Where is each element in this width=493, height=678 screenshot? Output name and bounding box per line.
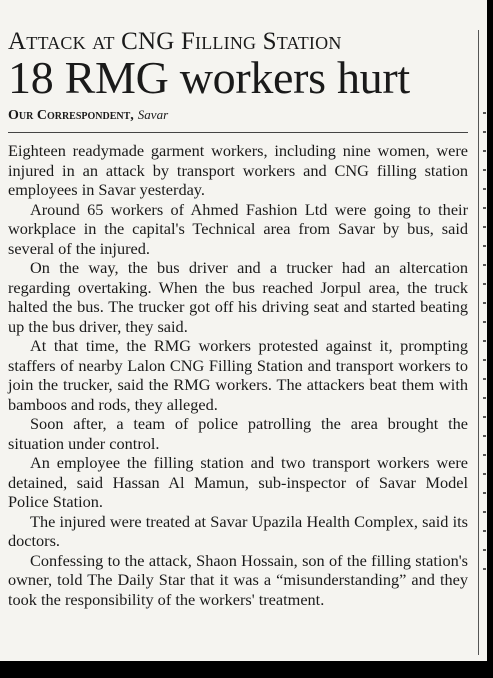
column-divider <box>478 30 479 655</box>
article-headline: 18 RMG workers hurt <box>8 52 410 103</box>
byline-author: Our Correspondent, <box>8 108 134 123</box>
adjacent-column-fragment <box>483 112 487 587</box>
article-paragraph: Confessing to the attack, Shaon Hossain, son of the filling station's owner, told The Daily Star that it was a “misunderstanding” and they took the responsibility of the workers' treatment. <box>8 550 468 609</box>
article-paragraph: At that time, the RMG workers protested against it, prompting staffers of nearby Lalon CNG Filling Station and transport workers to join the trucker, said the RMG workers. The attackers beat them with bamboos and rods, they alleged. <box>8 336 468 414</box>
article-paragraph: The injured were treated at Savar Upazila Health Complex, said its doctors. <box>8 511 468 550</box>
article-paragraph: Eighteen readymade garment workers, including nine women, were injured in an attack by transport workers and CNG filling station employees in Savar yesterday. <box>8 141 468 199</box>
byline-location: Savar <box>137 107 169 122</box>
byline-divider <box>8 132 468 133</box>
article-byline <box>8 106 468 125</box>
article-paragraph: On the way, the bus driver and a trucker had an altercation regarding overtaking. When the bus reached Jorpul area, the truck halted the bus. The trucker got off his driving seat and started beating up the bus driver, they said. <box>8 258 468 336</box>
article-body <box>8 141 468 609</box>
article-paragraph: Around 65 workers of Ahmed Fashion Ltd were going to their workplace in the capital's Technical area from Savar by bus, said several of the injured. <box>8 199 468 258</box>
news-article <box>8 28 468 609</box>
article-paragraph: An employee the filling station and two transport workers were detained, said Hassan Al Mamun, sub-inspector of Savar Model Police Station. <box>8 453 468 511</box>
article-kicker: Attack at CNG Filling Station <box>8 28 342 55</box>
article-paragraph: Soon after, a team of police patrolling the area brought the situation under control. <box>8 414 468 453</box>
